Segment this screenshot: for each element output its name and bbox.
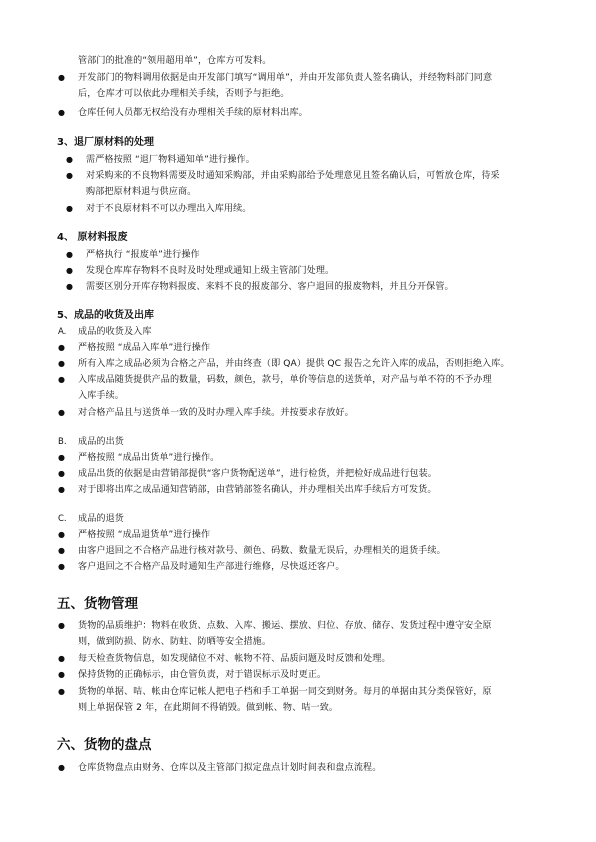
bullet-icon: ●	[58, 359, 65, 368]
bullet-icon: ●	[66, 266, 73, 275]
bullet-icon: ●	[66, 250, 73, 259]
text-line: 严格按照 “成品出货单”进行操作。	[78, 453, 220, 463]
bullet-icon: ●	[58, 530, 65, 539]
section-heading: 5、成品的收货及出库	[57, 310, 154, 321]
text-line: 货物的品质维护：物料在收货、点数、入库、搬运、摆放、归位、存放、储存、发货过程中遵守安全原	[78, 621, 492, 631]
text-line: 严格按照 “成品入库单”进行操作	[78, 343, 211, 353]
bullet-icon: ●	[58, 687, 65, 696]
bullet-icon: ●	[58, 763, 65, 772]
text-line: 每天检查货物信息，如发现储位不对、帐物不符、品质问题及时反馈和处理。	[78, 654, 391, 664]
text-line: 仓库任何人员都无权给没有办理相关手续的原材料出库。	[78, 108, 308, 118]
text-line: 成品出货的依据是由营销部提供“客户货物配送单”，进行检货，并把检好成品进行包装。	[78, 469, 437, 479]
bullet-icon: ●	[58, 343, 65, 352]
list-marker: A.	[58, 327, 67, 337]
text-line: 由客户退回之不合格产品进行核对款号、颜色、码数、数量无误后，办理相关的退货手续。	[78, 546, 446, 556]
text-line: 则上单据保管 2 年，在此期间不得销毁。做到帐、物、咭一致。	[78, 703, 339, 713]
bullet-icon: ●	[58, 408, 65, 417]
section-heading: 3、退厂原材料的处理	[57, 137, 154, 148]
text-line: 需严格按照 “退厂物料通知单”进行操作。	[86, 155, 255, 165]
text-line: 严格执行 “报废单”进行操作	[86, 250, 200, 260]
text-line: 对采购来的不良物料需要及时通知采购部，并由采购部给予处理意见且签名确认后，可暂放仓库，待采	[86, 171, 500, 181]
text-line: 开发部门的物料调用依据是由开发部门填写“调用单”，并由开发部负责人签名确认，并经物料部门同意	[78, 73, 493, 83]
text-line: 货物的单据、咭、帐由仓库记帐人把电子档和手工单据一同交到财务。每月的单据由其分类保管好，原	[78, 687, 492, 697]
chapter-heading: 六、货物的盘点	[57, 737, 152, 753]
bullet-icon: ●	[66, 171, 73, 180]
bullet-icon: ●	[58, 621, 65, 630]
bullet-icon: ●	[58, 546, 65, 555]
bullet-icon: ●	[58, 562, 65, 571]
bullet-icon: ●	[58, 654, 65, 663]
text-line: 客户退回之不合格产品及时通知生产部进行维修，尽快返还客户。	[78, 562, 345, 572]
section-heading: 4、 原材料报废	[57, 232, 128, 243]
bullet-icon: ●	[58, 453, 65, 462]
text-line: 对于不良原材料不可以办理出入库用续。	[86, 204, 252, 214]
text-line: 严格按照 “成品退货单”进行操作	[78, 530, 211, 540]
text-line: 则，做到防损、防水、防蛀、防晒等安全措施。	[78, 637, 272, 647]
chapter-heading: 五、货物管理	[57, 596, 138, 612]
bullet-icon: ●	[58, 485, 65, 494]
bullet-icon: ●	[66, 155, 73, 164]
bullet-icon: ●	[58, 375, 65, 384]
text-line: 入库成品随货提供产品的数量，码数，颜色，款号，单价等信息的送货单，对产品与单不符的不予办理	[78, 375, 492, 385]
bullet-icon: ●	[58, 108, 65, 117]
text-line: 发现仓库库存物料不良时及时处理或通知上级主管部门处理。	[86, 266, 335, 276]
text-line: 购部把原材料退与供应商。	[86, 187, 197, 197]
bullet-icon: ●	[58, 670, 65, 679]
text-line: 对合格产品且与送货单一致的及时办理入库手续。并按要求存放好。	[78, 408, 354, 418]
subsection-title: 成品的收货及入库	[78, 327, 152, 337]
subsection-title: 成品的出货	[78, 437, 124, 447]
bullet-icon: ●	[58, 73, 65, 82]
subsection-title: 成品的退货	[78, 514, 124, 524]
text-line: 后，仓库才可以依此办理相关手续，否则予与拒绝。	[78, 89, 290, 99]
text-line: 管部门的批准的“领用超用单”，仓库方可发料。	[78, 56, 272, 66]
text-line: 对于即将出库之成品通知营销部，由营销部签名确认，并办理相关出库手续后方可发货。	[78, 485, 437, 495]
text-line: 需要区别分开库存物料报废、来料不良的报废部分、客户退回的报废物料，并且分开保管。	[86, 282, 454, 292]
text-line: 仓库货物盘点由财务、仓库以及主管部门拟定盘点计划时间表和盘点流程。	[78, 763, 382, 773]
text-line: 入库手续。	[78, 391, 124, 401]
list-marker: C.	[58, 514, 67, 524]
list-marker: B.	[58, 437, 67, 447]
bullet-icon: ●	[66, 282, 73, 291]
text-line: 所有入库之成品必须为合格之产品，并由终查（即 QA）提供 QC 报告之允许入库的成品，否则拒绝入库。	[78, 359, 510, 369]
bullet-icon: ●	[58, 469, 65, 478]
text-line: 保持货物的正确标示，由仓管负责，对于错误标示及时更正。	[78, 670, 327, 680]
bullet-icon: ●	[66, 204, 73, 213]
